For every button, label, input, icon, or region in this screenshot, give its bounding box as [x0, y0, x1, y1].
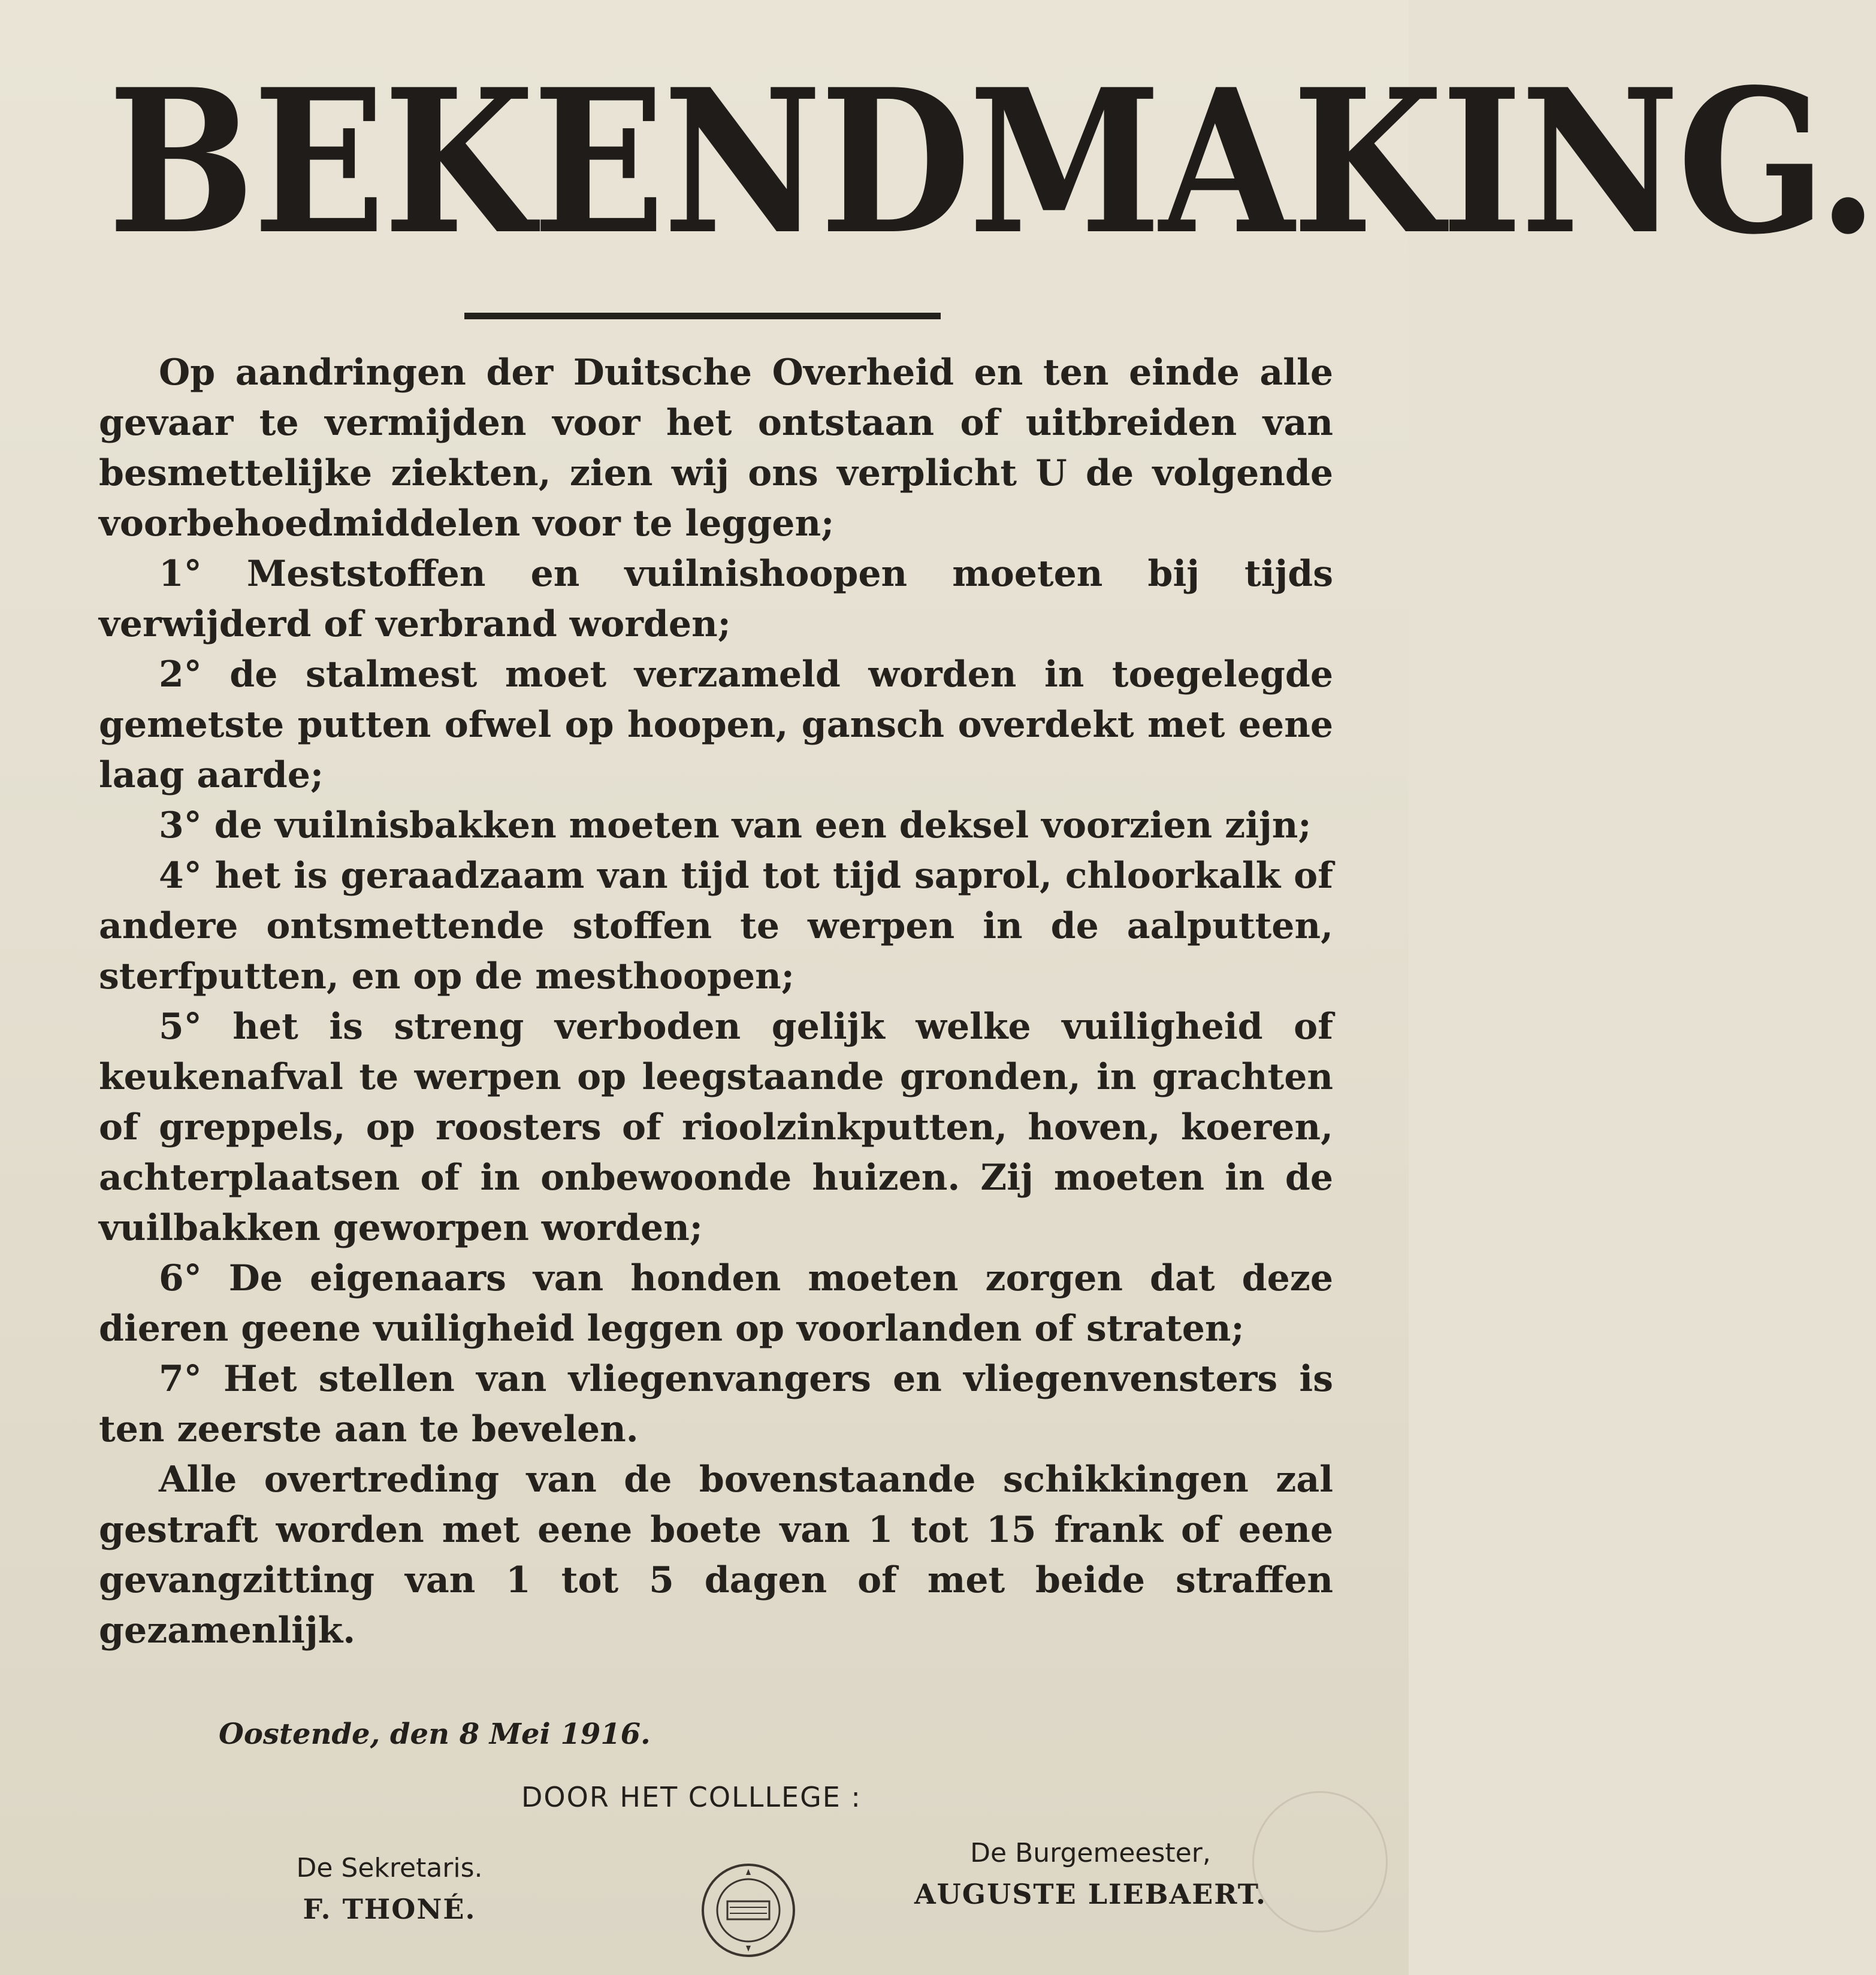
- college-line: DOOR HET COLLLEGE :: [521, 1781, 862, 1813]
- mayor-signature: [863, 1833, 1318, 1914]
- rule-5: 5° het is streng verboden gelijk welke vuiligheid of keukenafval te werpen op leegstaande gronden, in grachten of greppels, op roosters of rioolzinkputten, hoven, koeren, achterplaatsen of in onbewoonde huizen. Zij moeten in de vuilbakken geworpen worden;: [99, 1006, 1333, 1249]
- secretary-name: F. THONÉ.: [303, 1893, 476, 1925]
- rule-2: 2° de stalmest moet verzameld worden in toegelegde gemetste putten ofwel op hoopen, gansch overdekt met eene laag aarde;: [99, 654, 1333, 796]
- title-divider: [464, 313, 941, 319]
- rule-6: 6° De eigenaars van honden moeten zorgen dat deze dieren geene vuiligheid leggen op voorlanden of straten;: [99, 1257, 1333, 1350]
- date-line: Oostende, den 8 Mei 1916.: [219, 1717, 651, 1751]
- secretary-signature: [228, 1848, 551, 1929]
- paper-stain: [1252, 1791, 1388, 1932]
- mayor-name: AUGUSTE LIEBAERT.: [914, 1878, 1267, 1910]
- city-seal-icon: [700, 1862, 797, 1959]
- rule-4: 4° het is geraadzaam van tijd tot tijd saprol, chloorkalk of andere ontsmettende stoffen te werpen in de aalputten, sterfputten, en op de mesthoopen;: [99, 855, 1333, 997]
- penalty-paragraph: Alle overtreding van de bovenstaande schikkingen zal gestraft worden met eene boete van 1 tot 15 frank of eene gevangzitting van 1 tot 5 dagen of met beide straffen gezamenlijk.: [99, 1459, 1333, 1652]
- mayor-role: De Burgemeester,: [970, 1838, 1211, 1868]
- rule-7: 7° Het stellen van vliegenvangers en vliegenvensters is ten zeerste aan te bevelen.: [99, 1358, 1333, 1450]
- rule-3: 3° de vuilnisbakken moeten van een deksel voorzien zijn;: [159, 804, 1312, 846]
- intro-paragraph: Op aandringen der Duitsche Overheid en ten einde alle gevaar te vermijden voor het ontstaan of uitbreiden van besmettelijke ziekten, zien wij ons verplicht U de volgende voorbehoedmiddelen voor te leggen;: [99, 352, 1333, 545]
- poster-body: [99, 347, 1333, 1656]
- poster-title: BEKENDMAKING.: [108, 46, 1876, 278]
- secretary-role: De Sekretaris.: [296, 1853, 483, 1883]
- rule-1: 1° Meststoffen en vuilnishoopen moeten bij tijds verwijderd of verbrand worden;: [99, 553, 1333, 645]
